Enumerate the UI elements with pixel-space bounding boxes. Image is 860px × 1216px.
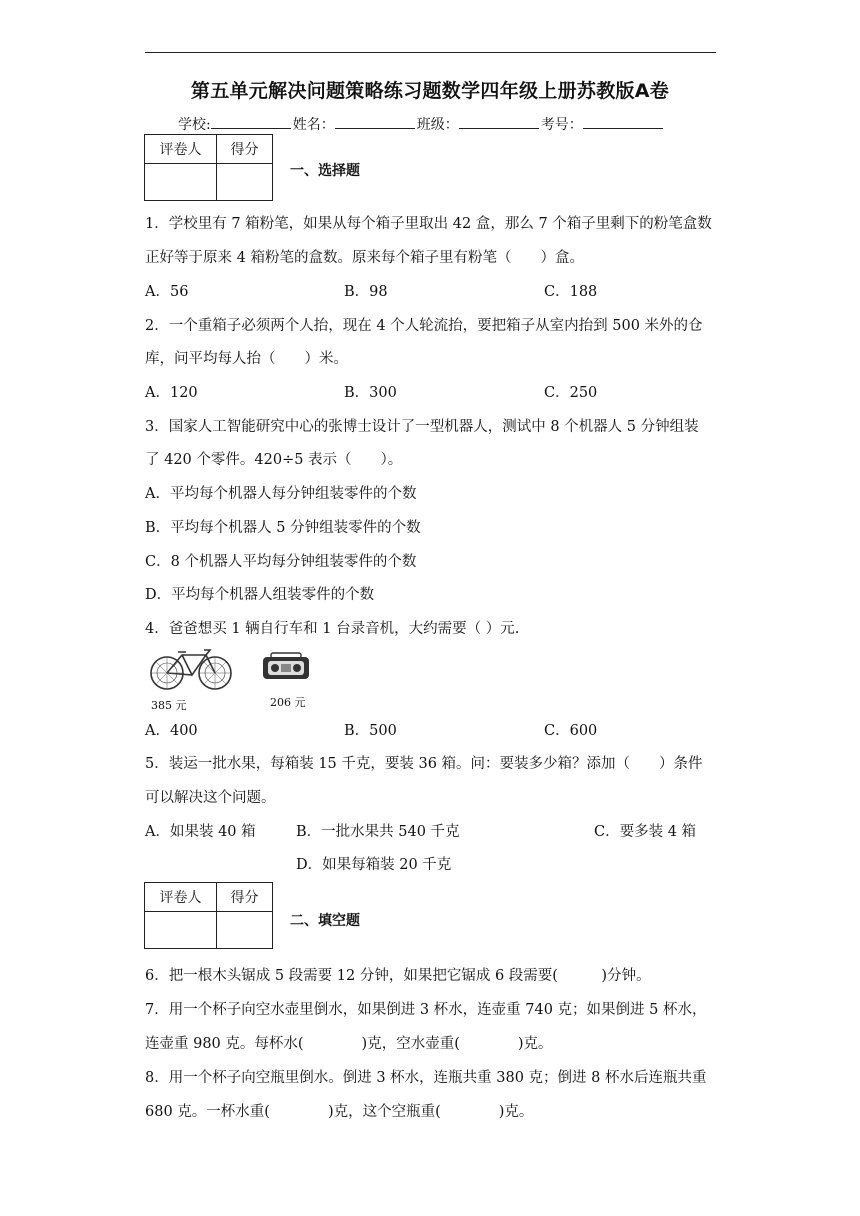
q7-line1: 7．用一个杯子向空水壶里倒水，如果倒进 3 杯水，连壶重 740 克；如果倒进 5 杯水， [145,1002,707,1018]
q1-line1: 1．学校里有 7 箱粉笔，如果从每个箱子里取出 42 盒，那么 7 个箱子里剩下的粉笔盒数 [145,216,712,232]
student-info-line [178,114,665,134]
q2-option-b[interactable]: B．300 [344,385,397,401]
q5-option-a[interactable]: A．如果装 40 箱 [145,824,256,840]
section-title-choice: 一、选择题 [290,163,360,179]
q4-option-c[interactable]: C．600 [544,723,598,739]
q8-line2: 680 克。一杯水重( )克，这个空瓶重( )克。 [145,1104,534,1120]
q4-option-a[interactable]: A．400 [145,723,198,739]
exam-no-blank[interactable] [583,114,663,129]
radio-price-label: 206 元 [270,696,306,709]
bike-price-label: 385 元 [151,699,187,712]
school-blank[interactable] [211,114,291,129]
q3-line2: 了 420 个零件。420÷5 表示（ ）。 [145,452,403,468]
header-rule [145,52,716,53]
q5-line2: 可以解决这个问题。 [145,790,276,806]
q4-option-b[interactable]: B．500 [344,723,397,739]
q4-line1: 4．爸爸想买 1 辆自行车和 1 台录音机，大约需要（ ）元. [145,621,520,637]
q6-line1: 6．把一根木头锯成 5 段需要 12 分钟，如果把它锯成 6 段需要( )分钟。 [145,968,651,984]
q5-option-c[interactable]: C．要多装 4 箱 [594,824,697,840]
q2-option-c[interactable]: C．250 [544,385,598,401]
q3-line1: 3．国家人工智能研究中心的张博士设计了一型机器人，测试中 8 个机器人 5 分钟组装 [145,419,699,435]
radio-icon [261,651,311,681]
q8-line1: 8．用一个杯子向空瓶里倒水。倒进 3 杯水，连瓶共重 380 克；倒进 8 杯水后连瓶共重 [145,1070,707,1086]
q3-option-a[interactable]: A．平均每个机器人每分钟组装零件的个数 [145,486,417,502]
grader-cell-2[interactable] [145,912,217,949]
name-blank[interactable] [335,114,415,129]
score-cell-2[interactable] [217,912,273,949]
exam-no-label: 考号： [540,117,583,133]
name-label: 姓名： [292,117,335,133]
class-blank[interactable] [459,114,539,129]
q1-option-b[interactable]: B．98 [344,284,388,300]
q3-option-d[interactable]: D．平均每个机器人组装零件的个数 [145,587,375,603]
page-title: 第五单元解决问题策略练习题数学四年级上册苏教版A卷 [190,80,670,102]
score-header: 得分 [217,135,273,164]
score-header-2: 得分 [217,883,273,912]
q3-option-b[interactable]: B．平均每个机器人 5 分钟组装零件的个数 [145,520,421,536]
school-label: 学校: [178,117,211,133]
score-cell[interactable] [217,164,273,201]
grader-header: 评卷人 [145,135,217,164]
score-table-1 [144,134,273,201]
q7-line2: 连壶重 980 克。每杯水( )克，空水壶重( )克。 [145,1036,553,1052]
grader-cell[interactable] [145,164,217,201]
q1-line2: 正好等于原来 4 箱粉笔的盒数。原来每个箱子里有粉笔（ ）盒。 [145,250,584,266]
score-table-2 [144,882,273,949]
q2-option-a[interactable]: A．120 [145,385,198,401]
q2-line1: 2．一个重箱子必须两个人抬，现在 4 个人轮流抬，要把箱子从室内抬到 500 米外的仓 [145,318,703,334]
q5-option-d[interactable]: D．如果每箱装 20 千克 [296,857,452,873]
class-label: 班级： [416,117,459,133]
bicycle-icon [148,647,238,693]
grader-header-2: 评卷人 [145,883,217,912]
q5-line1: 5．装运一批水果，每箱装 15 千克，要装 36 箱。问：要装多少箱？添加（ ）条件 [145,756,703,772]
q2-line2: 库，问平均每人抬（ ）米。 [145,351,348,367]
q3-option-c[interactable]: C．8 个机器人平均每分钟组装零件的个数 [145,554,417,570]
q5-option-b[interactable]: B．一批水果共 540 千克 [296,824,460,840]
section-title-fill: 二、填空题 [290,913,360,929]
q1-option-a[interactable]: A．56 [145,284,189,300]
q1-option-c[interactable]: C．188 [544,284,598,300]
